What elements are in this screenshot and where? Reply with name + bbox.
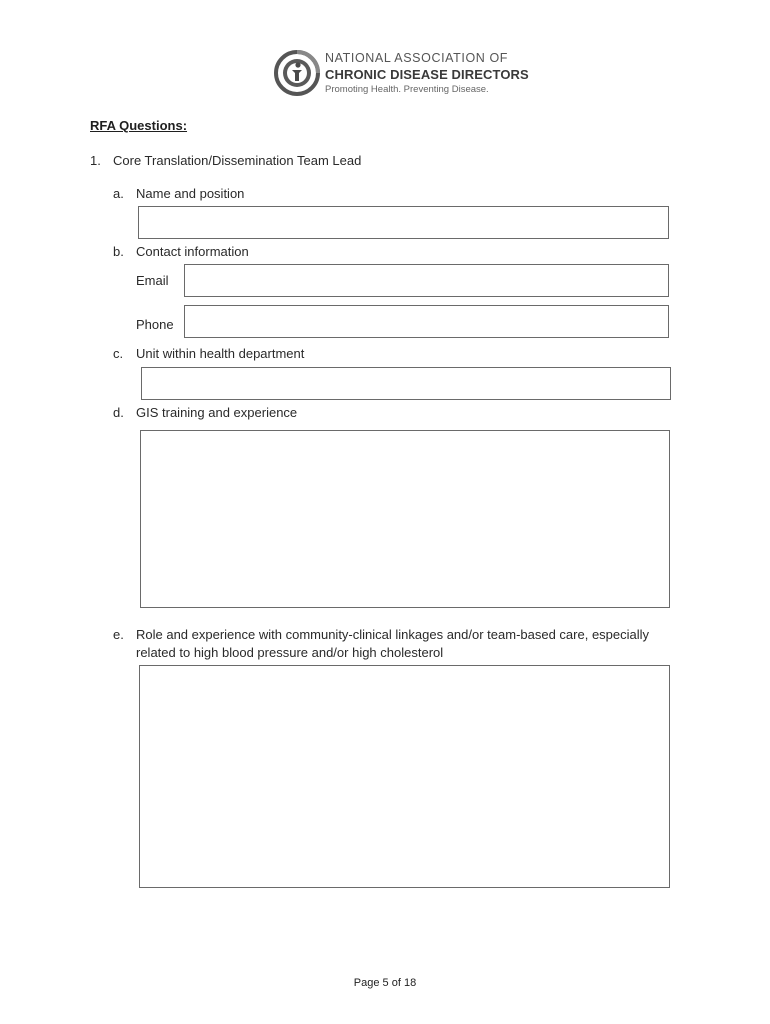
unit-label: Unit within health department	[136, 346, 305, 361]
email-label: Email	[136, 273, 169, 288]
item-b-letter: b.	[113, 244, 124, 259]
item-a-letter: a.	[113, 186, 124, 201]
item-e-letter: e.	[113, 627, 124, 642]
section-heading: RFA Questions:	[90, 118, 188, 133]
logo-line-2: CHRONIC DISEASE DIRECTORS	[325, 66, 529, 82]
question-title: Core Translation/Dissemination Team Lead	[113, 153, 362, 168]
role-experience-label-line-1: Role and experience with community-clinical linkages and/or team-based care, especially	[136, 627, 650, 642]
role-experience-field[interactable]	[139, 665, 670, 888]
role-experience-label-line-2: related to high blood pressure and/or high cholesterol	[136, 645, 444, 660]
contact-information-label: Contact information	[136, 244, 249, 259]
logo-line-1: NATIONAL ASSOCIATION OF	[325, 51, 509, 65]
name-position-label: Name and position	[136, 186, 245, 201]
gis-training-field[interactable]	[140, 430, 670, 608]
nacdd-logo-icon	[274, 50, 320, 96]
name-position-field[interactable]	[138, 206, 669, 239]
question-number: 1.	[90, 153, 101, 168]
phone-label: Phone	[136, 317, 174, 332]
page-number: Page 5 of 18	[353, 977, 417, 989]
phone-field[interactable]	[184, 305, 669, 338]
organization-logo-text	[325, 52, 529, 94]
item-d-letter: d.	[113, 405, 124, 420]
gis-training-label: GIS training and experience	[136, 405, 298, 420]
item-c-letter: c.	[113, 346, 124, 361]
email-field[interactable]	[184, 264, 669, 297]
unit-field[interactable]	[141, 367, 671, 400]
logo-tagline: Promoting Health. Preventing Disease.	[325, 83, 489, 95]
